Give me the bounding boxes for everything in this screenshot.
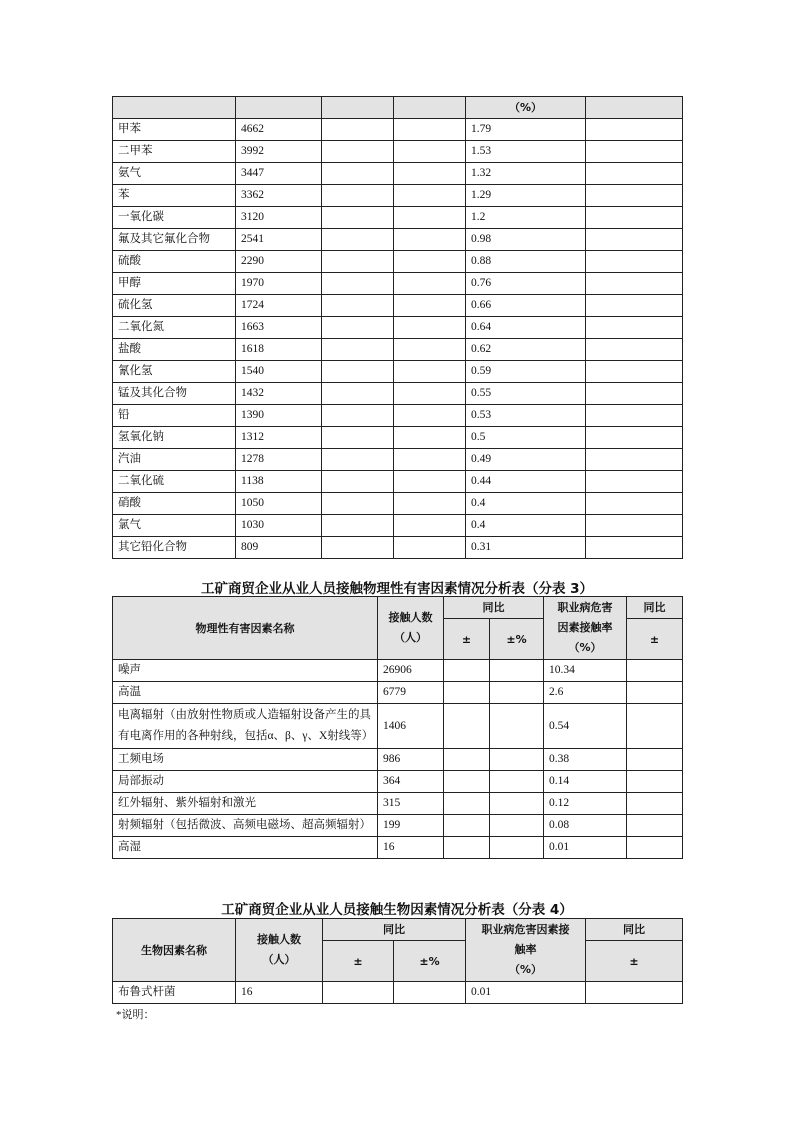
yoy-pct-cell: [394, 141, 466, 163]
table-row: [113, 660, 683, 682]
header-text: 职业病危害: [557, 601, 613, 614]
yoy-abs-cell: [322, 449, 394, 471]
rate-yoy-cell: [586, 515, 683, 537]
yoy-pct-cell: [490, 749, 544, 771]
factor-name-cell: 苯: [113, 185, 236, 207]
rate-yoy-cell: [586, 119, 683, 141]
factor-name-cell: 氨气: [113, 163, 236, 185]
yoy-pct-cell: [394, 405, 466, 427]
table-row: [113, 771, 683, 793]
header-rate-yoy: 同比: [586, 919, 683, 941]
exposure-rate-cell: 0.38: [544, 749, 627, 771]
yoy-pct-cell: [394, 317, 466, 339]
factor-name-cell: 铅: [113, 405, 236, 427]
factor-name-cell: 氟及其它氟化合物: [113, 229, 236, 251]
header-cell-rate-unit: （%）: [466, 97, 586, 119]
exposure-count-cell: 1312: [236, 427, 322, 449]
physical-factors-table: [112, 596, 683, 859]
exposure-count-cell: 1138: [236, 471, 322, 493]
yoy-abs-cell: [322, 273, 394, 295]
yoy-pct-cell: [394, 982, 466, 1004]
factor-name-cell: 甲苯: [113, 119, 236, 141]
exposure-count-cell: 809: [236, 537, 322, 559]
exposure-count-cell: 4662: [236, 119, 322, 141]
header-cell: [322, 97, 394, 119]
exposure-count-cell: 986: [378, 749, 444, 771]
exposure-count-cell: 1724: [236, 295, 322, 317]
rate-yoy-cell: [586, 141, 683, 163]
table-row: [113, 793, 683, 815]
rate-yoy-cell: [627, 704, 683, 749]
header-text: （%）: [568, 641, 602, 654]
factor-name-cell: 红外辐射、紫外辐射和激光: [113, 793, 378, 815]
yoy-abs-cell: [322, 493, 394, 515]
factor-name-cell: 电离辐射（由放射性物质或人造辐射设备产生的具有电离作用的各种射线，包括α、β、γ、X射线等）: [113, 704, 378, 749]
exposure-count-cell: 1540: [236, 361, 322, 383]
table-row: [113, 537, 683, 559]
exposure-count-cell: 3362: [236, 185, 322, 207]
yoy-abs-cell: [444, 815, 490, 837]
exposure-rate-cell: 0.76: [466, 273, 586, 295]
yoy-abs-cell: [444, 771, 490, 793]
yoy-pct-cell: [490, 815, 544, 837]
chemical-factors-table: [112, 96, 683, 559]
header-yoy-pct: ±%: [490, 619, 544, 660]
table-header-row: [113, 597, 683, 619]
yoy-pct-cell: [394, 471, 466, 493]
exposure-count-cell: 26906: [378, 660, 444, 682]
yoy-abs-cell: [444, 682, 490, 704]
header-text: 触率: [514, 943, 537, 956]
header-exposure-count: [236, 919, 323, 982]
header-factor-name: 物理性有害因素名称: [113, 597, 378, 660]
yoy-pct-cell: [490, 837, 544, 859]
factor-name-cell: 氢氧化钠: [113, 427, 236, 449]
table-row: [113, 383, 683, 405]
yoy-abs-cell: [322, 207, 394, 229]
exposure-rate-cell: 0.54: [544, 704, 627, 749]
table-row: [113, 273, 683, 295]
exposure-rate-cell: 1.2: [466, 207, 586, 229]
rate-yoy-cell: [627, 815, 683, 837]
exposure-rate-cell: 0.14: [544, 771, 627, 793]
factor-name-cell: 汽油: [113, 449, 236, 471]
table-row: [113, 229, 683, 251]
rate-yoy-cell: [586, 207, 683, 229]
factor-name-cell: 氯气: [113, 515, 236, 537]
exposure-count-cell: 1050: [236, 493, 322, 515]
header-factor-name: 生物因素名称: [113, 919, 236, 982]
header-rate-yoy: 同比: [627, 597, 683, 619]
exposure-count-cell: 3992: [236, 141, 322, 163]
yoy-pct-cell: [394, 163, 466, 185]
factor-name-cell: 射频辐射（包括微波、高频电磁场、超高频辐射）: [113, 815, 378, 837]
exposure-count-cell: 2541: [236, 229, 322, 251]
yoy-abs-cell: [322, 537, 394, 559]
yoy-abs-cell: [322, 405, 394, 427]
rate-yoy-cell: [627, 793, 683, 815]
yoy-abs-cell: [322, 229, 394, 251]
table-header-row: [113, 919, 683, 941]
yoy-abs-cell: [322, 163, 394, 185]
yoy-abs-cell: [322, 471, 394, 493]
header-cell: [586, 97, 683, 119]
yoy-abs-cell: [444, 660, 490, 682]
yoy-pct-cell: [394, 427, 466, 449]
exposure-count-cell: 6779: [378, 682, 444, 704]
exposure-rate-cell: 0.64: [466, 317, 586, 339]
header-yoy-abs: ±: [323, 941, 394, 982]
rate-yoy-cell: [586, 251, 683, 273]
table-row: [113, 295, 683, 317]
exposure-rate-cell: 0.62: [466, 339, 586, 361]
factor-name-cell: 二甲苯: [113, 141, 236, 163]
yoy-abs-cell: [322, 339, 394, 361]
note-text: *说明：: [116, 1009, 155, 1021]
header-exposure-rate: [544, 597, 627, 660]
yoy-abs-cell: [322, 185, 394, 207]
exposure-rate-cell: 0.88: [466, 251, 586, 273]
table-row: [113, 119, 683, 141]
table-header-row: [113, 97, 683, 119]
rate-yoy-cell: [627, 771, 683, 793]
header-text: （人）: [262, 953, 296, 966]
yoy-pct-cell: [490, 704, 544, 749]
yoy-pct-cell: [394, 185, 466, 207]
yoy-pct-cell: [394, 273, 466, 295]
exposure-rate-cell: 0.44: [466, 471, 586, 493]
factor-name-cell: 其它铅化合物: [113, 537, 236, 559]
yoy-pct-cell: [490, 682, 544, 704]
header-text: 职业病危害因素接: [481, 923, 570, 936]
exposure-count-cell: 1390: [236, 405, 322, 427]
yoy-abs-cell: [322, 317, 394, 339]
exposure-rate-cell: 0.4: [466, 493, 586, 515]
table-row: [113, 471, 683, 493]
exposure-rate-cell: 0.5: [466, 427, 586, 449]
exposure-rate-cell: 1.29: [466, 185, 586, 207]
yoy-pct-cell: [394, 339, 466, 361]
factor-name-cell: 高温: [113, 682, 378, 704]
factor-name-cell: 噪声: [113, 660, 378, 682]
table-row: [113, 749, 683, 771]
header-cell: [236, 97, 322, 119]
header-rate-yoy-abs: ±: [627, 619, 683, 660]
yoy-abs-cell: [322, 427, 394, 449]
rate-yoy-cell: [586, 537, 683, 559]
header-text: 因素接触率: [557, 621, 613, 634]
yoy-pct-cell: [394, 449, 466, 471]
yoy-abs-cell: [322, 361, 394, 383]
exposure-rate-cell: 0.12: [544, 793, 627, 815]
factor-name-cell: 甲醇: [113, 273, 236, 295]
table-row: [113, 449, 683, 471]
yoy-abs-cell: [444, 704, 490, 749]
rate-yoy-cell: [586, 493, 683, 515]
yoy-abs-cell: [322, 119, 394, 141]
exposure-count-cell: 3120: [236, 207, 322, 229]
yoy-pct-cell: [394, 493, 466, 515]
rate-yoy-cell: [586, 295, 683, 317]
yoy-pct-cell: [394, 515, 466, 537]
exposure-count-cell: 1432: [236, 383, 322, 405]
exposure-rate-cell: 10.34: [544, 660, 627, 682]
exposure-count-cell: 199: [378, 815, 444, 837]
exposure-count-cell: 1278: [236, 449, 322, 471]
yoy-abs-cell: [444, 793, 490, 815]
yoy-pct-cell: [394, 251, 466, 273]
rate-yoy-cell: [586, 982, 683, 1004]
factor-name-cell: 锰及其化合物: [113, 383, 236, 405]
rate-yoy-cell: [586, 427, 683, 449]
table-row: [113, 185, 683, 207]
header-exposure-rate: [466, 919, 586, 982]
yoy-pct-cell: [490, 771, 544, 793]
factor-name-cell: 工频电场: [113, 749, 378, 771]
header-rate-yoy-abs: ±: [586, 941, 683, 982]
factor-name-cell: 二氧化硫: [113, 471, 236, 493]
rate-yoy-cell: [627, 682, 683, 704]
rate-yoy-cell: [586, 449, 683, 471]
exposure-count-cell: 2290: [236, 251, 322, 273]
factor-name-cell: 高湿: [113, 837, 378, 859]
exposure-rate-cell: 0.08: [544, 815, 627, 837]
table-row: [113, 704, 683, 749]
biological-factors-table: [112, 918, 683, 1004]
table-row: [113, 515, 683, 537]
yoy-abs-cell: [322, 141, 394, 163]
yoy-abs-cell: [322, 383, 394, 405]
header-text: （%）: [508, 963, 543, 976]
table-row: [113, 837, 683, 859]
table-row: [113, 339, 683, 361]
exposure-count-cell: 1663: [236, 317, 322, 339]
header-text: 接触人数: [257, 933, 301, 946]
header-text: 接触人数: [388, 611, 433, 624]
exposure-count-cell: 3447: [236, 163, 322, 185]
exposure-rate-cell: 0.59: [466, 361, 586, 383]
exposure-count-cell: 1406: [378, 704, 444, 749]
exposure-rate-cell: 0.01: [544, 837, 627, 859]
yoy-abs-cell: [323, 982, 394, 1004]
rate-yoy-cell: [586, 361, 683, 383]
header-yoy: 同比: [323, 919, 466, 941]
rate-yoy-cell: [586, 339, 683, 361]
table-row: [113, 982, 683, 1004]
table-row: [113, 317, 683, 339]
factor-name-cell: 布鲁式杆菌: [113, 982, 236, 1004]
exposure-count-cell: 364: [378, 771, 444, 793]
header-yoy-abs: ±: [444, 619, 490, 660]
yoy-abs-cell: [322, 295, 394, 317]
yoy-pct-cell: [394, 229, 466, 251]
factor-name-cell: 一氧化碳: [113, 207, 236, 229]
rate-yoy-cell: [627, 837, 683, 859]
rate-yoy-cell: [627, 660, 683, 682]
exposure-rate-cell: 2.6: [544, 682, 627, 704]
exposure-count-cell: 1030: [236, 515, 322, 537]
rate-yoy-cell: [627, 749, 683, 771]
exposure-rate-cell: 0.53: [466, 405, 586, 427]
exposure-rate-cell: 0.98: [466, 229, 586, 251]
factor-name-cell: 盐酸: [113, 339, 236, 361]
table-row: [113, 815, 683, 837]
yoy-abs-cell: [322, 251, 394, 273]
exposure-rate-cell: 0.4: [466, 515, 586, 537]
rate-yoy-cell: [586, 317, 683, 339]
rate-yoy-cell: [586, 383, 683, 405]
table4-title: 工矿商贸企业从业人员接触生物因素情况分析表（分表 4）: [221, 902, 573, 918]
exposure-rate-cell: 0.66: [466, 295, 586, 317]
yoy-pct-cell: [490, 793, 544, 815]
yoy-pct-cell: [394, 361, 466, 383]
yoy-abs-cell: [444, 749, 490, 771]
table3-title: 工矿商贸企业从业人员接触物理性有害因素情况分析表（分表 3）: [200, 581, 594, 597]
table-row: [113, 405, 683, 427]
table-row: [113, 251, 683, 273]
exposure-count-cell: 1618: [236, 339, 322, 361]
exposure-rate-cell: 0.31: [466, 537, 586, 559]
rate-yoy-cell: [586, 229, 683, 251]
header-text: （人）: [394, 631, 427, 644]
factor-name-cell: 硫化氢: [113, 295, 236, 317]
yoy-pct-cell: [394, 119, 466, 141]
factor-name-cell: 氰化氢: [113, 361, 236, 383]
header-exposure-count: [378, 597, 444, 660]
rate-yoy-cell: [586, 273, 683, 295]
factor-name-cell: 硝酸: [113, 493, 236, 515]
table-row: [113, 207, 683, 229]
exposure-count-cell: 315: [378, 793, 444, 815]
rate-yoy-cell: [586, 185, 683, 207]
yoy-pct-cell: [394, 207, 466, 229]
yoy-abs-cell: [444, 837, 490, 859]
exposure-rate-cell: 0.55: [466, 383, 586, 405]
table-row: [113, 427, 683, 449]
rate-yoy-cell: [586, 405, 683, 427]
yoy-pct-cell: [394, 383, 466, 405]
table-row: [113, 682, 683, 704]
yoy-pct-cell: [490, 660, 544, 682]
yoy-pct-cell: [394, 295, 466, 317]
exposure-rate-cell: 1.53: [466, 141, 586, 163]
exposure-count-cell: 16: [378, 837, 444, 859]
yoy-pct-cell: [394, 537, 466, 559]
exposure-count-cell: 16: [236, 982, 323, 1004]
exposure-rate-cell: 1.79: [466, 119, 586, 141]
factor-name-cell: 硫酸: [113, 251, 236, 273]
table-row: [113, 493, 683, 515]
exposure-rate-cell: 0.49: [466, 449, 586, 471]
yoy-abs-cell: [322, 515, 394, 537]
exposure-count-cell: 1970: [236, 273, 322, 295]
header-yoy: 同比: [444, 597, 544, 619]
header-cell: [394, 97, 466, 119]
table-row: [113, 163, 683, 185]
exposure-rate-cell: 1.32: [466, 163, 586, 185]
factor-name-cell: 二氧化氮: [113, 317, 236, 339]
header-cell: [113, 97, 236, 119]
rate-yoy-cell: [586, 163, 683, 185]
table-row: [113, 361, 683, 383]
factor-name-cell: 局部振动: [113, 771, 378, 793]
table-row: [113, 141, 683, 163]
header-yoy-pct: ±%: [394, 941, 466, 982]
rate-yoy-cell: [586, 471, 683, 493]
exposure-rate-cell: 0.01: [466, 982, 586, 1004]
